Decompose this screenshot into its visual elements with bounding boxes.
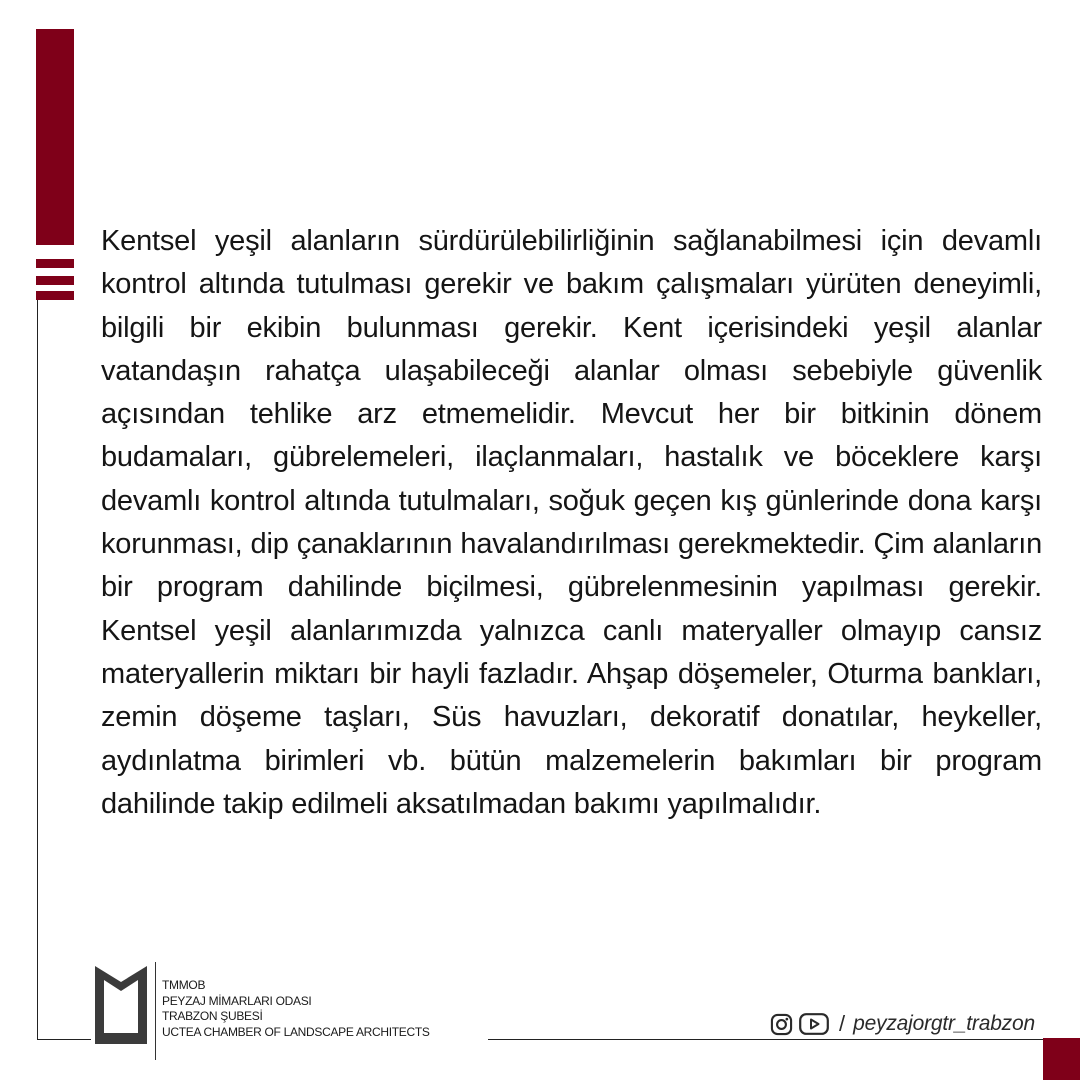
chamber-logo bbox=[95, 966, 147, 1044]
org-line-chamber: PEYZAJ MİMARLARI ODASI bbox=[162, 993, 312, 1008]
accent-stripe bbox=[36, 276, 74, 285]
frame-line-bottom bbox=[37, 1039, 91, 1040]
org-line-english: UCTEA CHAMBER OF LANDSCAPE ARCHITECTS bbox=[162, 1024, 430, 1039]
article-text: Kentsel yeşil alanların sürdürülebilirliğinin sağlanabilmesi için devamlı kontrol altında tutulması gerekir ve bakım çalışmaları yürüten deneyimli, bilgili bir ekibin bulunması gerekir. Kent içerisindeki yeşil alanlar vatandaşın rahatça ulaşabileceği alanlar olması sebebiyle güvenlik açısından tehlike arz etmemelidir. Mevcut her bir bitkinin dönem budamaları, gübrelemeleri, ilaçlanmaları, hastalık ve böceklere karşı devamlı kontrol altında tutulmaları, soğuk geçen kış günlerinde dona karşı korunması, dip çanaklarının havalandırılması gerekmektedir. Çim alanların bir program dahilinde biçilmesi, gübrelenmesinin yapılması gerekir. Kentsel yeşil alanlarımızda yalnızca canlı materyaller olmayıp cansız materyallerin miktarı bir hayli fazladır. Ahşap döşemeler, Oturma bankları, zemin döşeme taşları, Süs havuzları, dekoratif donatılar, heykeller, aydınlatma birimleri vb. bütün malzemelerin bakımları bir program dahilinde takip edilmeli aksatılmadan bakımı yapılmalıdır. bbox=[101, 225, 1042, 820]
accent-stripe bbox=[36, 291, 74, 300]
frame-line-bottom bbox=[488, 1039, 1043, 1040]
social-handle[interactable]: peyzajorgtr_trabzon bbox=[853, 1012, 1035, 1035]
accent-bar bbox=[36, 29, 74, 245]
logo-divider bbox=[155, 962, 156, 1060]
accent-corner-square bbox=[1043, 1038, 1080, 1080]
org-line-branch: TRABZON ŞUBESİ bbox=[162, 1009, 263, 1023]
instagram-icon[interactable] bbox=[770, 1013, 793, 1036]
accent-stripe bbox=[36, 259, 74, 268]
social-links bbox=[770, 1011, 1035, 1037]
organization-name bbox=[162, 978, 430, 1040]
org-line-tmmob: TMMOB bbox=[162, 978, 206, 992]
frame-line-left bbox=[37, 300, 38, 1040]
youtube-icon[interactable] bbox=[799, 1013, 829, 1035]
social-separator: / bbox=[839, 1011, 846, 1036]
